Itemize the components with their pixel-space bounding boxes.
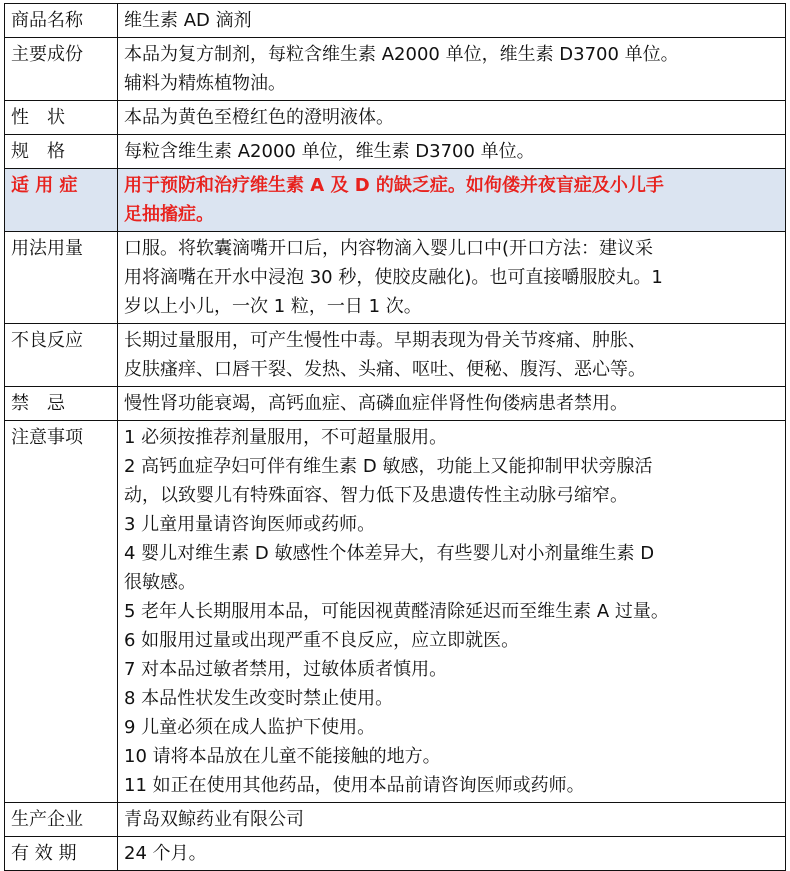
value-line: 皮肤瘙痒、口唇干裂、发热、头痛、呕吐、便秘、腹泻、恶心等。 xyxy=(124,359,646,380)
row-precautions xyxy=(5,421,786,803)
label-text: 不良反应 xyxy=(11,330,83,351)
row-label xyxy=(5,837,118,871)
row-value xyxy=(118,169,786,232)
row-value xyxy=(118,324,786,387)
value-line: 5 老年人长期服用本品，可能因视黄醛清除延迟而至维生素 A 过量。 xyxy=(124,601,669,622)
label-text: 禁 忌 xyxy=(11,393,65,414)
label-text: 用法用量 xyxy=(11,238,83,259)
drug-info-table xyxy=(4,3,786,871)
value-line: 动，以致婴儿有特殊面容、智力低下及患遗传性主动脉弓缩窄。 xyxy=(124,485,628,506)
value-line: 1 必须按推荐剂量服用，不可超量服用。 xyxy=(124,427,448,448)
row-product-name xyxy=(5,4,786,38)
value-line: 6 如服用过量或出现严重不良反应，应立即就医。 xyxy=(124,630,520,651)
row-label xyxy=(5,135,118,169)
row-contraindications xyxy=(5,387,786,421)
row-label xyxy=(5,803,118,837)
value-line: 用将滴嘴在开水中浸泡 30 秒，使胶皮融化)。也可直接嚼服胶丸。1 xyxy=(124,267,663,288)
value-line: 长期过量服用，可产生慢性中毒。早期表现为骨关节疼痛、肿胀、 xyxy=(124,330,646,351)
label-text: 生产企业 xyxy=(11,809,83,830)
value-line: 11 如正在使用其他药品，使用本品前请咨询医师或药师。 xyxy=(124,775,585,796)
value-line: 10 请将本品放在儿童不能接触的地方。 xyxy=(124,746,441,767)
value-line: 口服。将软囊滴嘴开口后，内容物滴入婴儿口中(开口方法：建议采 xyxy=(124,238,654,259)
row-value xyxy=(118,421,786,803)
row-value xyxy=(118,135,786,169)
row-label xyxy=(5,324,118,387)
value-line: 4 婴儿对维生素 D 敏感性个体差异大，有些婴儿对小剂量维生素 D xyxy=(124,543,655,564)
value-line: 本品为黄色至橙红色的澄明液体。 xyxy=(124,107,394,128)
row-label xyxy=(5,232,118,324)
row-adverse-reactions xyxy=(5,324,786,387)
row-label xyxy=(5,4,118,38)
value-line: 青岛双鲸药业有限公司 xyxy=(124,809,304,830)
value-line: 每粒含维生素 A2000 单位，维生素 D3700 单位。 xyxy=(124,141,535,162)
row-appearance xyxy=(5,101,786,135)
value-line: 8 本品性状发生改变时禁止使用。 xyxy=(124,688,394,709)
row-indications xyxy=(5,169,786,232)
row-validity xyxy=(5,837,786,871)
value-line: 7 对本品过敏者禁用，过敏体质者慎用。 xyxy=(124,659,448,680)
row-usage-dosage xyxy=(5,232,786,324)
row-label xyxy=(5,101,118,135)
value-line: 维生素 AD 滴剂 xyxy=(124,10,252,31)
table-body xyxy=(5,4,786,871)
label-text: 适 用 症 xyxy=(11,175,78,196)
row-value xyxy=(118,38,786,101)
row-label xyxy=(5,421,118,803)
row-value xyxy=(118,101,786,135)
row-value xyxy=(118,4,786,38)
value-line: 辅料为精炼植物油。 xyxy=(124,73,286,94)
label-text: 商品名称 xyxy=(11,10,83,31)
value-line: 岁以上小儿，一次 1 粒，一日 1 次。 xyxy=(124,296,422,317)
label-text: 注意事项 xyxy=(11,427,83,448)
value-line: 24 个月。 xyxy=(124,843,207,864)
value-line: 2 高钙血症孕妇可伴有维生素 D 敏感，功能上又能抑制甲状旁腺活 xyxy=(124,456,653,477)
row-value xyxy=(118,837,786,871)
value-line: 慢性肾功能衰竭，高钙血症、高磷血症伴肾性佝偻病患者禁用。 xyxy=(124,393,628,414)
row-label xyxy=(5,387,118,421)
row-main-ingredients xyxy=(5,38,786,101)
label-text: 主要成份 xyxy=(11,44,83,65)
row-manufacturer xyxy=(5,803,786,837)
value-line: 本品为复方制剂，每粒含维生素 A2000 单位，维生素 D3700 单位。 xyxy=(124,44,679,65)
row-value xyxy=(118,387,786,421)
row-value xyxy=(118,803,786,837)
value-line: 足抽搐症。 xyxy=(124,204,214,225)
label-text: 有 效 期 xyxy=(11,843,77,864)
label-text: 规 格 xyxy=(11,141,65,162)
row-value xyxy=(118,232,786,324)
row-label xyxy=(5,38,118,101)
value-line: 很敏感。 xyxy=(124,572,196,593)
row-label xyxy=(5,169,118,232)
row-specification xyxy=(5,135,786,169)
value-line: 3 儿童用量请咨询医师或药师。 xyxy=(124,514,376,535)
value-line: 用于预防和治疗维生素 A 及 D 的缺乏症。如佝偻并夜盲症及小儿手 xyxy=(124,175,664,196)
value-line: 9 儿童必须在成人监护下使用。 xyxy=(124,717,376,738)
label-text: 性 状 xyxy=(11,107,65,128)
